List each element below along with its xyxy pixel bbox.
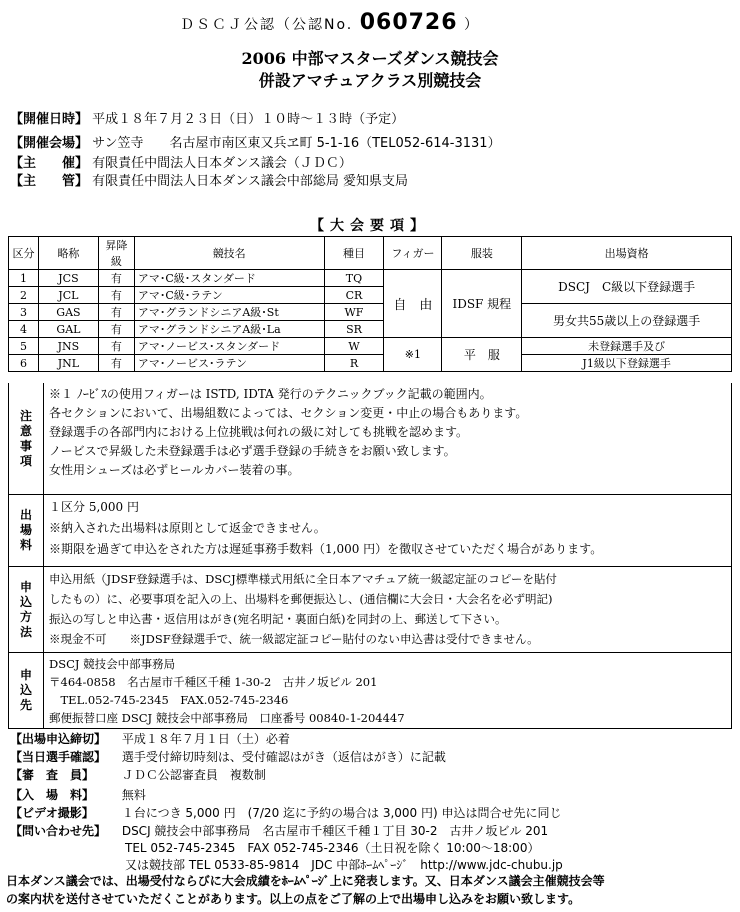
- footer-contact: [10, 822, 548, 839]
- fee-body: [49, 497, 727, 560]
- contact-web-line: 又は競技部 TEL 0533-85-9814 JDC 中部ﾎｰﾑﾍﾟｰｼﾞ http://www.jdc-chubu.jp: [125, 858, 563, 872]
- cell-dance: W: [324, 338, 384, 355]
- method-line: ※現金不可 ※JDSF登録選手で、統一級認定証コピー貼付のない申込書は受付できません。: [49, 632, 539, 646]
- notes-side-char: 注: [19, 408, 32, 423]
- method-line: したもの）に、必要事項を記入の上、出場料を郵便振込し、(通信欄に大会日・大会名を必ず明記): [49, 592, 553, 606]
- table-row: [9, 338, 732, 355]
- address-side-char: 先: [19, 698, 32, 712]
- info-host-value: 有限責任中間法人日本ダンス議会（ＪＤＣ）: [92, 156, 352, 171]
- cell-event-name: アマ･グランドシニアA級･St: [134, 304, 324, 321]
- section-heading: 【大会要項】: [310, 218, 430, 234]
- info-date-label: 【開催日時】: [10, 112, 89, 127]
- cell-division: 2: [9, 287, 39, 304]
- footer-admission-value: 無料: [121, 788, 146, 802]
- note-line: 女性用シューズは必ずヒールカバー装着の事。: [49, 463, 300, 477]
- approval-close: ）: [464, 17, 481, 33]
- method-line: 申込用紙（JDSF登録選手は、DSCJ標準様式用紙に全日本アマチュア統一級認定証のコピーを貼付: [49, 572, 557, 586]
- footer-contact-label: 【問い合わせ先】: [10, 824, 107, 838]
- address-line: DSCJ 競技会中部事務局: [49, 657, 176, 671]
- cell-promotion: 有: [98, 304, 134, 321]
- cell-qual-c-class: DSCJ C級以下登録選手: [522, 270, 732, 304]
- method-side-char: 方: [19, 609, 32, 624]
- note-line: 各セクションにおいて、出場組数によっては、セクション変更・中止の場合もあります。: [49, 406, 528, 420]
- cell-dance: SR: [324, 321, 384, 338]
- cell-promotion: 有: [98, 321, 134, 338]
- footer-contact-value: DSCJ 競技会中部事務局 名古屋市千種区千種１丁目 30-2 古井ノ坂ビル 201: [121, 824, 549, 838]
- cell-division: 6: [9, 355, 39, 372]
- footer-judges-value: ＪＤＣ公認審査員 複数制: [121, 768, 266, 782]
- info-organizer-value: 有限責任中間法人日本ダンス議会中部総局 愛知県支局: [92, 174, 409, 189]
- fee-side-label: [9, 495, 44, 566]
- cell-event-name: アマ･グランドシニアA級･La: [134, 321, 324, 338]
- header-event-name: 競技名: [134, 237, 324, 270]
- events-table: [8, 236, 732, 372]
- cell-event-name: アマ･ノービス･ラテン: [134, 355, 324, 372]
- cell-qual-j1: J1級以下登録選手: [522, 355, 732, 372]
- cell-division: 3: [9, 304, 39, 321]
- info-venue-label: 【開催会場】: [10, 136, 89, 151]
- contact-phone-line: TEL 052-745-2345 FAX 052-745-2346（土日祝を除く 10:00～18:00）: [125, 841, 540, 855]
- method-box: [8, 567, 732, 653]
- cell-abbr: GAS: [38, 304, 98, 321]
- cell-event-name: アマ･C級･スタンダード: [134, 270, 324, 287]
- notice: [6, 872, 736, 908]
- address-line: 郵便振替口座 DSCJ 競技会中部事務局 口座番号 00840-1-204447: [49, 711, 405, 725]
- cell-abbr: JNS: [38, 338, 98, 355]
- address-line: TEL.052-745-2345 FAX.052-745-2346: [49, 693, 289, 707]
- method-side-label: [9, 567, 44, 652]
- note-line: 登録選手の各部門内における上位挑戦は何れの級に対しても挑戦を認めます。: [49, 425, 469, 439]
- info-venue: [10, 132, 501, 151]
- method-line: 振込の写しと申込書・返信用はがき(宛名明記・裏面白紙)を同封の上、郵送して下さい。: [49, 612, 507, 626]
- fee-side-char: 料: [19, 538, 32, 552]
- cell-abbr: JCS: [38, 270, 98, 287]
- header-qualification: 出場資格: [522, 237, 732, 270]
- header-promotion: 昇降級: [98, 237, 134, 270]
- footer-deadline-value: 平成１８年７月１日（土）必着: [121, 732, 290, 746]
- info-venue-value: サン笠寺 名古屋市南区東又兵ヱ町 5-1-16（TEL052-614-3131）: [92, 136, 501, 151]
- cell-figure-note: ※1: [384, 338, 442, 372]
- address-body: [49, 655, 727, 727]
- header-dress: 服装: [442, 237, 522, 270]
- cell-abbr: GAL: [38, 321, 98, 338]
- fee-side-char: 場: [19, 523, 32, 537]
- table-row: [9, 270, 732, 287]
- info-organizer: [10, 170, 408, 189]
- cell-qual-senior: 男女共55歳以上の登録選手: [522, 304, 732, 338]
- notes-body: [49, 385, 727, 480]
- approval-line: [180, 10, 480, 35]
- footer-admission: [10, 786, 146, 803]
- fee-line: １区分 5,000 円: [49, 500, 139, 514]
- fee-side-char: 出: [19, 508, 32, 522]
- note-line: ※１ ﾉｰﾋﾞｽの使用フィガーは ISTD, IDTA 発行のテクニックブック記載の範囲内。: [49, 387, 492, 401]
- footer-video: [10, 804, 562, 821]
- table-header-row: [9, 237, 732, 270]
- info-date: [10, 108, 404, 127]
- notes-side-char: 意: [19, 423, 32, 438]
- header-figure: フィガー: [384, 237, 442, 270]
- info-host-label: 【主 催】: [10, 156, 89, 171]
- address-side-char: 申: [19, 668, 32, 682]
- method-side-char: 申: [19, 579, 32, 594]
- footer-checkin-value: 選手受付締切時刻は、受付確認はがき（返信はがき）に記載: [121, 750, 446, 764]
- footer-judges-label: 【審 査 員】: [10, 768, 95, 782]
- cell-abbr: JNL: [38, 355, 98, 372]
- notes-side-label: [9, 383, 44, 494]
- notes-side-char: 事: [19, 438, 32, 453]
- footer-deadline: [10, 730, 290, 747]
- event-subtitle: 併設アマチュアクラス別競技会: [258, 71, 482, 90]
- method-body: [49, 569, 727, 649]
- footer-video-value: １台につき 5,000 円 (7/20 迄に予約の場合は 3,000 円) 申込は問合せ先に同じ: [121, 806, 562, 820]
- footer-admission-label: 【入 場 料】: [10, 788, 95, 802]
- cell-division: 5: [9, 338, 39, 355]
- table-row: [9, 355, 732, 372]
- method-side-char: 法: [19, 624, 32, 639]
- footer-checkin-label: 【当日選手確認】: [10, 750, 107, 764]
- cell-promotion: 有: [98, 338, 134, 355]
- cell-division: 1: [9, 270, 39, 287]
- header-division: 区分: [9, 237, 39, 270]
- address-side-label: [9, 653, 44, 728]
- cell-dance: TQ: [324, 270, 384, 287]
- footer-checkin: [10, 748, 446, 765]
- cell-figure-free: 自 由: [384, 270, 442, 338]
- cell-dress-plain: 平 服: [442, 338, 522, 372]
- fee-line: ※期限を過ぎて申込をされた方は遅延事務手数料（1,000 円）を徴収させていただく場合があります。: [49, 542, 603, 556]
- notes-side-char: 項: [19, 453, 32, 468]
- header-dance: 種目: [324, 237, 384, 270]
- cell-dance: WF: [324, 304, 384, 321]
- fee-line: ※納入された出場料は原則として返金できません。: [49, 521, 326, 535]
- cell-qual-unregistered: 未登録選手及び: [522, 338, 732, 355]
- cell-promotion: 有: [98, 355, 134, 372]
- info-host: [10, 152, 352, 171]
- info-date-value: 平成１８年７月２３日（日）１０時～１３時（予定）: [92, 112, 405, 127]
- cell-promotion: 有: [98, 287, 134, 304]
- address-side-char: 込: [19, 683, 32, 697]
- note-line: ノービスで昇級した未登録選手は必ず選手登録の手続きをお願い致します。: [49, 444, 456, 458]
- cell-dress-idsf: IDSF 規程: [442, 270, 522, 338]
- cell-dance: CR: [324, 287, 384, 304]
- address-line: 〒464-0858 名古屋市千種区千種 1-30-2 古井ノ坂ビル 201: [49, 675, 378, 689]
- event-title: 2006 中部マスターズダンス競技会: [241, 49, 499, 68]
- footer-video-label: 【ビデオ撮影】: [10, 806, 94, 820]
- cell-event-name: アマ･ノービス･スタンダード: [134, 338, 324, 355]
- cell-dance: R: [324, 355, 384, 372]
- notice-line: 日本ダンス議会では、出場受付ならびに大会成績をﾎｰﾑﾍﾟｰｼﾞ上に発表します。又、日本ダンス議会主催競技会等: [6, 874, 605, 888]
- footer-judges: [10, 766, 266, 783]
- cell-division: 4: [9, 321, 39, 338]
- notice-line: の案内状を送付させていただくことがあります。以上の点をご了解の上で出場申し込みをお願い致します。: [6, 892, 581, 906]
- address-box: [8, 653, 732, 729]
- cell-promotion: 有: [98, 270, 134, 287]
- approval-label: ＤＳＣＪ公認（公認No.: [180, 17, 354, 33]
- fee-box: [8, 495, 732, 567]
- info-organizer-label: 【主 管】: [10, 174, 89, 189]
- method-side-char: 込: [19, 594, 32, 609]
- cell-abbr: JCL: [38, 287, 98, 304]
- cell-event-name: アマ･C級･ラテン: [134, 287, 324, 304]
- header-abbr: 略称: [38, 237, 98, 270]
- footer-deadline-label: 【出場申込締切】: [10, 732, 107, 746]
- table-row: [9, 304, 732, 321]
- approval-number: 060726: [359, 10, 458, 35]
- notes-box: [8, 383, 732, 495]
